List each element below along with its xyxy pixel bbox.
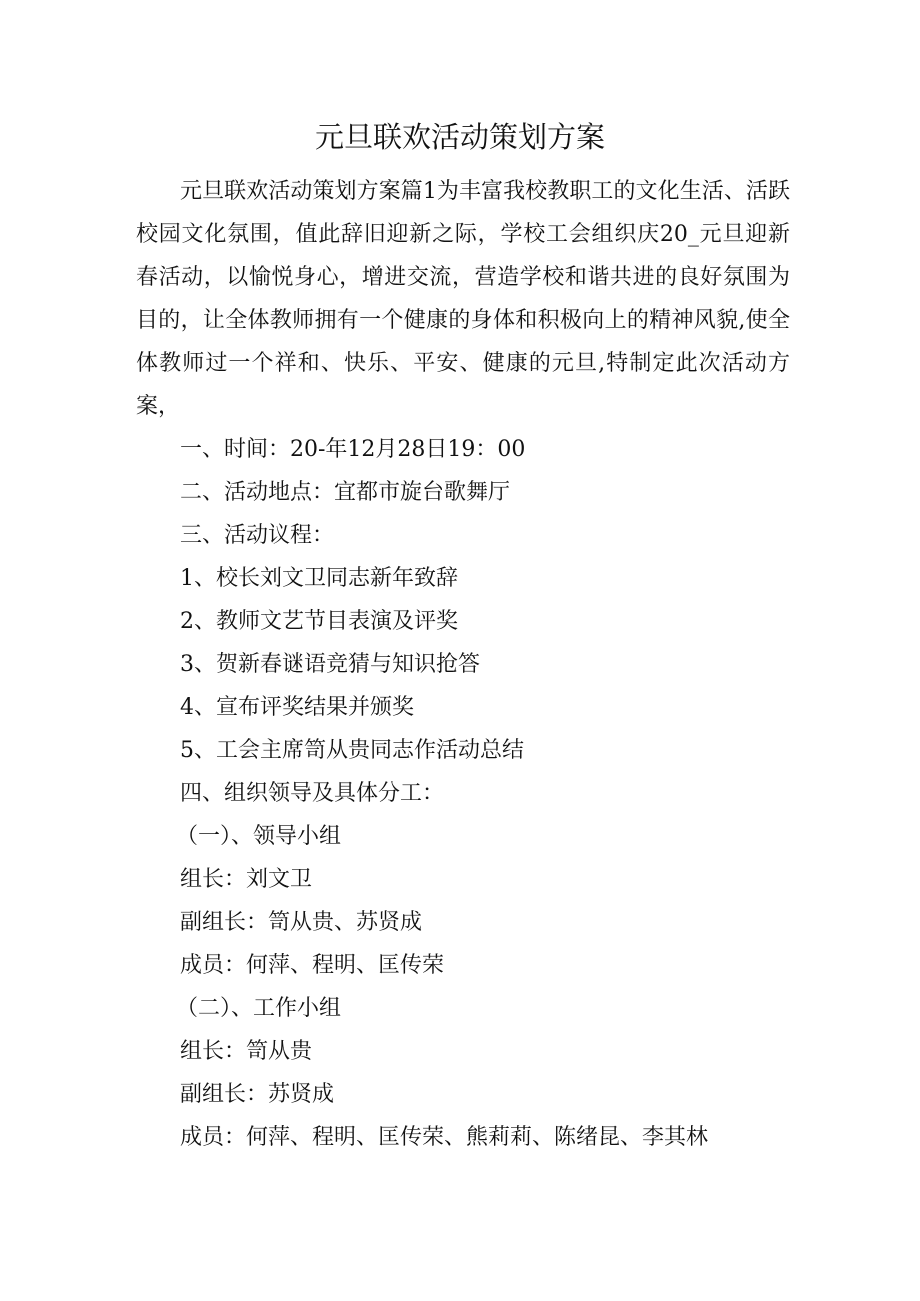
work-group-deputy: 副组长：苏贤成 <box>180 1082 335 1107</box>
document-title: 元旦联欢活动策划方案 <box>314 120 605 154</box>
leadership-group-heading: （一）、领导小组 <box>176 824 342 849</box>
agenda-item-4: 4、宣布评奖结果并颁奖 <box>180 695 414 720</box>
agenda-item-3: 3、贺新春谜语竞猜与知识抢答 <box>180 652 480 677</box>
section-organization-heading: 四、组织领导及具体分工： <box>180 781 445 806</box>
leadership-members: 成员：何萍、程明、匡传荣 <box>180 953 445 978</box>
leadership-leader: 组长：刘文卫 <box>180 867 313 892</box>
section-location: 二、活动地点：宜都市旋台歌舞厅 <box>180 480 511 505</box>
leadership-deputy: 副组长：笥从贵、苏贤成 <box>180 910 423 935</box>
agenda-item-2: 2、教师文艺节目表演及评奖 <box>180 609 458 634</box>
agenda-item-1: 1、校长刘文卫同志新年致辞 <box>180 566 458 591</box>
work-group-leader: 组长：笥从贵 <box>180 1039 313 1064</box>
intro-paragraph: 元旦联欢活动策划方案篇1为丰富我校教职工的文化生活、活跃校园文化氛围，值此辞旧迎新之际，学校工会组织庆20_元旦迎新春活动，以愉悦身心，增进交流，营造学校和谐共进的良好氛围为目的，让全体教师拥有一个健康的身体和积极向上的精神风貌,使全体教师过一个祥和、快乐、平安、健康的元旦,特制定此次活动方案， <box>136 179 790 419</box>
work-group-members: 成员：何萍、程明、匡传荣、熊莉莉、陈绪昆、李其林 <box>180 1125 709 1150</box>
agenda-item-5: 5、工会主席笥从贵同志作活动总结 <box>180 738 524 763</box>
work-group-heading: （二）、工作小组 <box>176 996 342 1021</box>
section-agenda-heading: 三、活动议程： <box>180 523 335 548</box>
section-time: 一、时间：20-年12月28日19：00 <box>180 437 526 462</box>
